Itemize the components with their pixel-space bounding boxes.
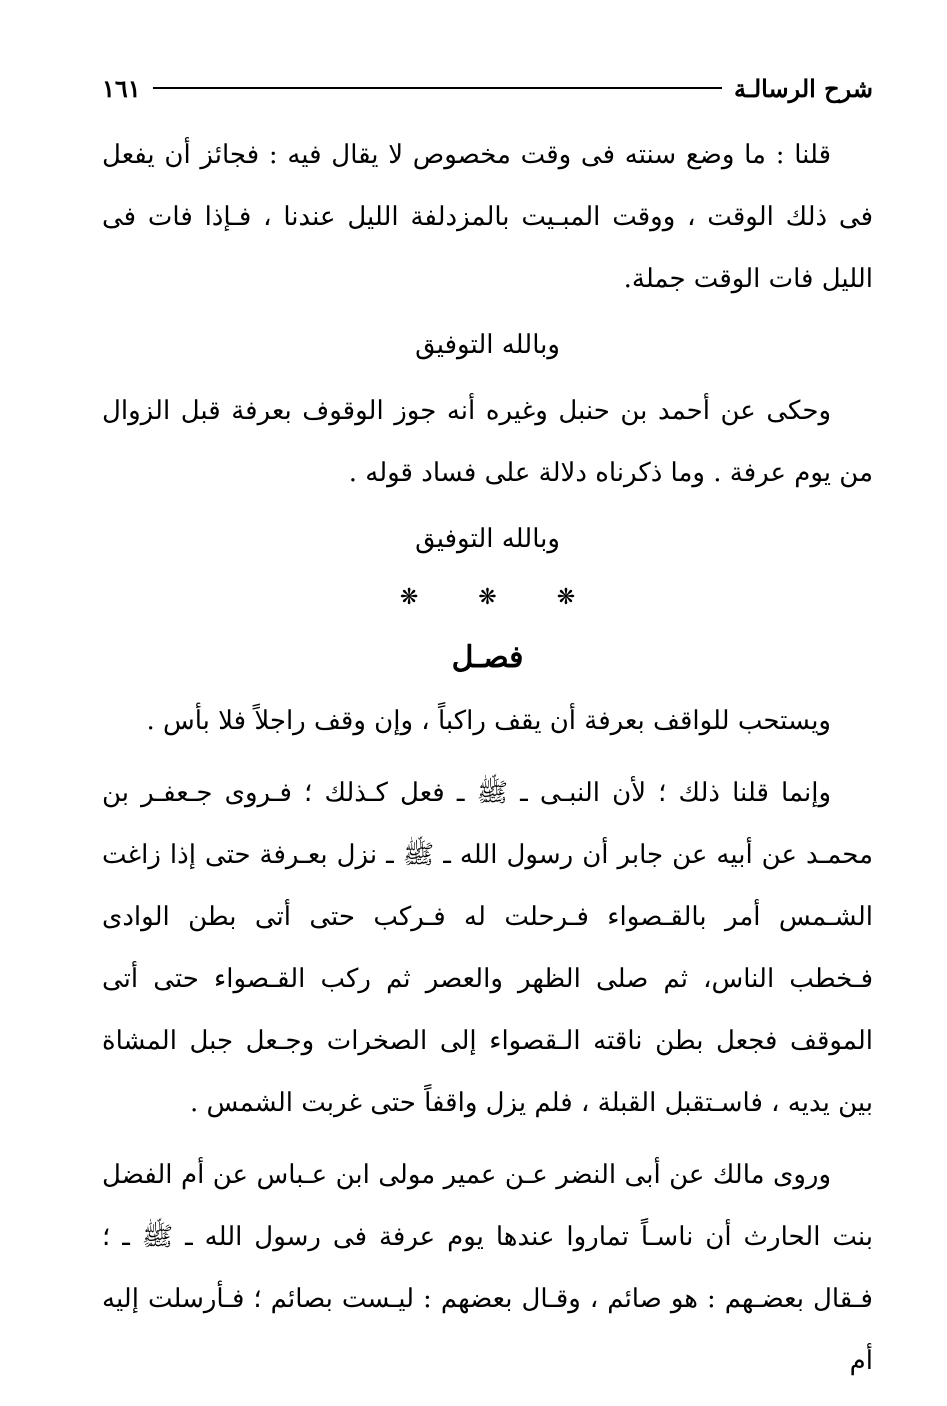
page-number: ١٦١ (102, 73, 141, 103)
running-title: شرح الرسالـة (733, 73, 873, 103)
page-header (102, 68, 873, 108)
paragraph-4: وإنما قلنا ذلك ؛ لأن النبـى ـ ﷺ ـ فعل كـذلك ؛ فـروى جـعفـر بن محمـد عن أبيه عن جابر أن رسول الله ـ ﷺ ـ نزل بعـرفة حتى إذا زاغت الشـمس أمر بالقـصواء فـرحلت له فـركب حتى أتى بطن الوادى فـخطب الناس، ثم صلى الظهر والعصر ثم ركب القـصواء حتى أتى الموقف فجعل بطن ناقته الـقصواء إلى الصخرات وجـعل جبل المشاة بين يديه ، فاسـتقبل القبلة ، فلم يزل واقفاً حتى غربت الشمس . (102, 778, 873, 1118)
paragraph-5: وروى مالك عن أبى النضر عـن عمير مولى ابن عـباس عن أم الفضل بنت الحارث أن ناسـاً تماروا عندها يوم عرفة فى رسول الله ـ ﷺ ـ ؛ فـقال بعضـهم : هو صائم ، وقـال بعضهم : ليـست بصائم ؛ فـأرسلت إليه أم (102, 1160, 873, 1376)
separator-star: ❋ (478, 585, 497, 610)
separator-star: ❋ (556, 585, 576, 610)
page-body (102, 124, 873, 1392)
section-separator (102, 570, 873, 626)
header-rule (153, 87, 722, 89)
separator-star: ❋ (399, 585, 419, 610)
section-heading: فصـل (451, 640, 524, 675)
closing-phrase-1: وبالله التوفيق (415, 330, 560, 360)
closing-phrase-2: وبالله التوفيق (415, 524, 560, 554)
paragraph-3: ويستحب للواقف بعرفة أن يقف راكباً ، وإن وقف راجلاً فلا بأس . (146, 706, 831, 736)
paragraph-1: قلنا : ما وضع سنته فى وقت مخصوص لا يقال فيه : فجائز أن يفعل فى ذلك الوقت ، ووقت المبـيت بالمزدلفة الليل عندنا ، فـإذا فات فى الليل فات الوقت جملة. (102, 140, 873, 294)
paragraph-2: وحكى عن أحمد بن حنبل وغيره أنه جوز الوقوف بعرفة قبل الزوال من يوم عرفة . وما ذكرناه دلالة على فساد قوله . (102, 396, 873, 488)
